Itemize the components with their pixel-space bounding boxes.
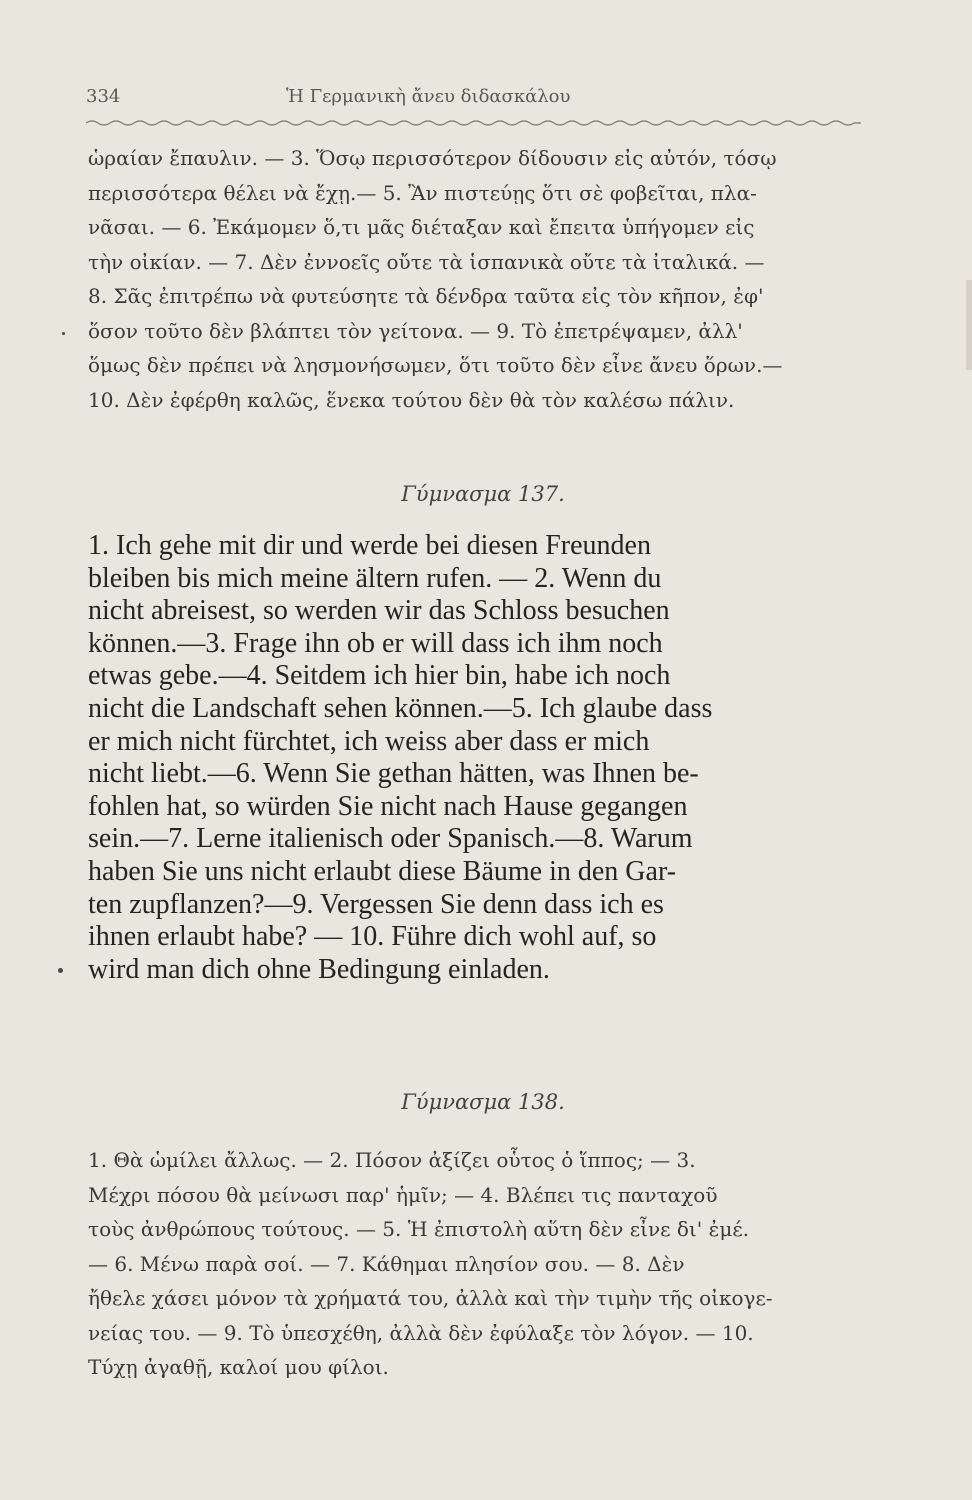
text-line: ἤθελε χάσει μόνον τὰ χρήματά του, ἀλλὰ καὶ τὴν τιμὴν τῆς οἰκογε- <box>88 1286 773 1310</box>
text-line: bleiben bis mich meine ältern rufen. — 2. Wenn du <box>88 562 662 594</box>
exercise-138-text <box>88 1143 878 1385</box>
exercise-137-text <box>88 530 878 986</box>
text-line: ihnen erlaubt habe? — 10. Führe dich wohl auf, so <box>88 921 657 953</box>
page-edge-shadow <box>966 280 972 370</box>
text-line: τοὺς ἀνθρώπους τούτους. — 5. Ἡ ἐπιστολὴ αὕτη δὲν εἶνε δι' ἐμέ. <box>88 1217 750 1241</box>
text-line: ὡραίαν ἔπαυλιν. — 3. Ὅσῳ περισσότερον δίδουσιν εἰς αὐτόν, τόσῳ <box>88 146 777 170</box>
text-line: νείας του. — 9. Τὸ ὑπεσχέθη, ἀλλὰ δὲν ἐφύλαξε τὸν λόγον. — 10. <box>88 1320 754 1345</box>
text-line: 1. Ich gehe mit dir und werde bei diesen Freunden <box>88 530 651 561</box>
exercise-136-continuation <box>88 141 878 417</box>
text-line: ὅμως δὲν πρέπει νὰ λησμονήσωμεν, ὅτι τοῦτο δὲν εἶνε ἄνευ ὅρων.— <box>88 353 783 377</box>
text-line: 10. Δὲν ἐφέρθη καλῶς, ἕνεκα τούτου δὲν θὰ τὸν καλέσω πάλιν. <box>88 387 735 412</box>
text-line: — 6. Μένω παρὰ σοί. — 7. Κάθημαι πλησίον σου. — 8. Δὲν <box>88 1251 685 1276</box>
text-line: nicht liebt.—6. Wenn Sie gethan hätten, was Ihnen be- <box>88 758 699 790</box>
text-line: haben Sie uns nicht erlaubt diese Bäume in den Gar- <box>88 855 677 887</box>
text-line: Μέχρι πόσου θὰ μείνωσι παρ' ἡμῖν; — 4. Βλέπει τις πανταχοῦ <box>88 1182 718 1207</box>
running-title: Ἡ Γερμανικὴ ἄνευ διδασκάλου <box>286 86 571 107</box>
page-number: 334 <box>86 86 121 107</box>
ink-speck <box>62 332 65 335</box>
text-line: ὅσον τοῦτο δὲν βλάπτει τὸν γείτονα. — 9. Τὸ ἐπετρέψαμεν, ἀλλ' <box>88 318 743 343</box>
text-line: περισσότερα θέλει νὰ ἔχῃ.— 5. Ἂν πιστεύῃς ὅτι σὲ φοβεῖται, πλα- <box>88 180 757 205</box>
text-line: 1. Θὰ ὡμίλει ἄλλως. — 2. Πόσον ἀξίζει οὗτος ὁ ἵππος; — 3. <box>88 1148 696 1172</box>
text-line: wird man dich ohne Bedingung einladen. <box>88 953 550 985</box>
text-line: können.—3. Frage ihn ob er will dass ich ihm noch <box>88 627 663 659</box>
text-line: er mich nicht fürchtet, ich weiss aber dass er mich <box>88 725 650 757</box>
text-line: sein.—7. Lerne italienisch oder Spanisch.—8. Warum <box>88 823 693 855</box>
exercise-137-heading: Γύμνασμα 137. <box>401 482 565 506</box>
ink-speck <box>58 968 63 973</box>
text-line: ten zupflanzen?—9. Vergessen Sie denn dass ich es <box>88 888 664 920</box>
text-line: etwas gebe.—4. Seitdem ich hier bin, habe ich noch <box>88 660 671 692</box>
text-line: nicht die Landschaft sehen können.—5. Ich glaube dass <box>88 692 713 724</box>
exercise-138-heading: Γύμνασμα 138. <box>401 1090 565 1114</box>
text-line: Τύχῃ ἀγαθῇ, καλοί μου φίλοι. <box>88 1355 389 1379</box>
page-header <box>86 86 876 116</box>
text-line: τὴν οἰκίαν. — 7. Δὲν ἐννοεῖς οὔτε τὰ ἱσπανικὰ οὔτε τὰ ἰταλικά. — <box>88 249 765 274</box>
header-rule <box>86 118 861 128</box>
text-line: nicht abreisest, so werden wir das Schloss besuchen <box>88 595 670 627</box>
text-line: νᾶσαι. — 6. Ἐκάμομεν ὅ,τι μᾶς διέταξαν καὶ ἔπειτα ὑπήγομεν εἰς <box>88 215 755 239</box>
text-line: 8. Σᾶς ἐπιτρέπω νὰ φυτεύσητε τὰ δένδρα ταῦτα εἰς τὸν κῆπον, ἐφ' <box>88 284 764 308</box>
text-line: fohlen hat, so würden Sie nicht nach Hause gegangen <box>88 790 688 822</box>
